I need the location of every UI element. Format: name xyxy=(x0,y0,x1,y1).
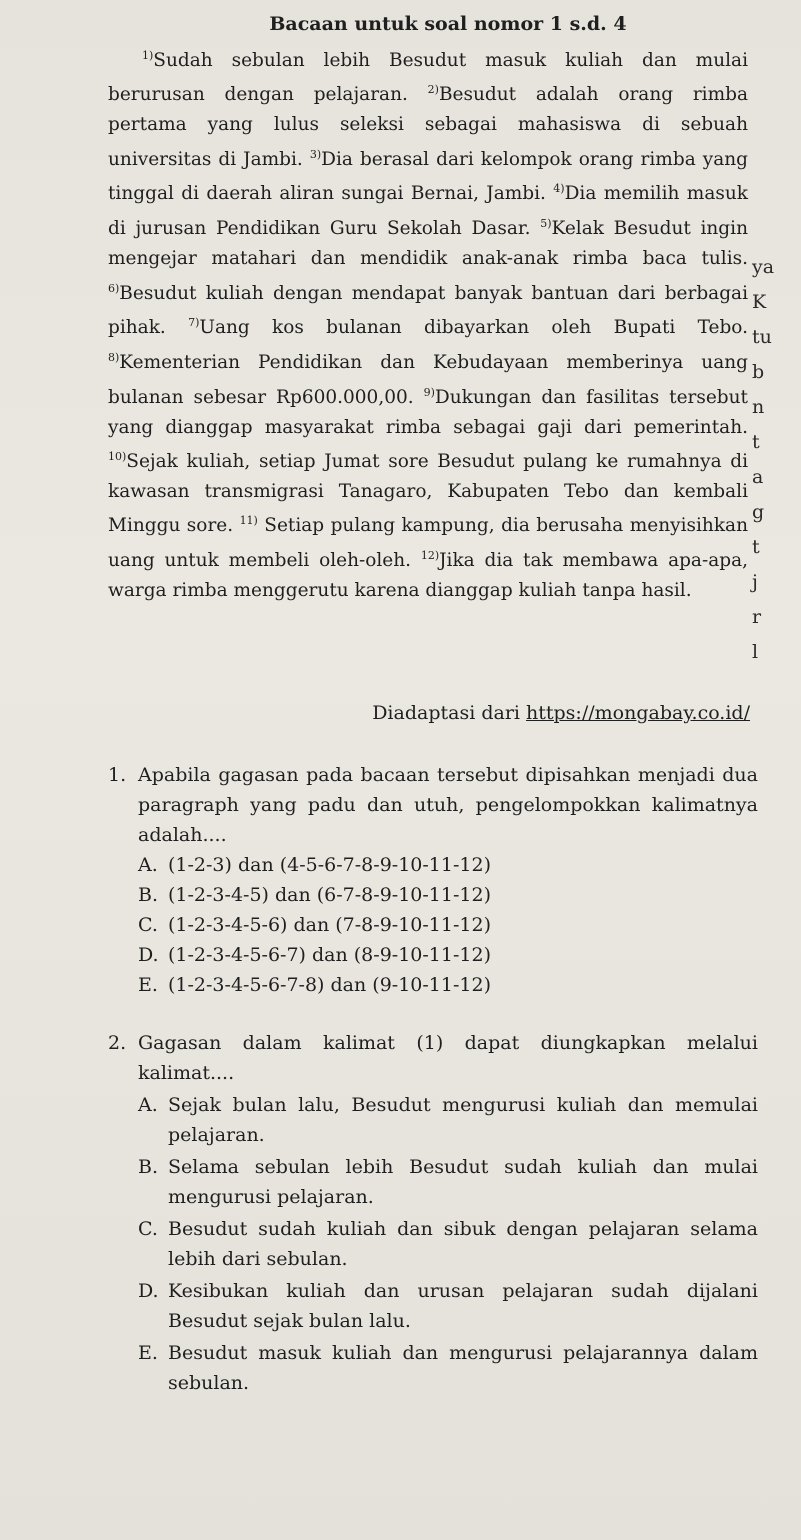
option-text: Sejak bulan lalu, Besudut mengurusi kuliah dan memulai pelajaran. xyxy=(168,1094,758,1146)
sentence-number: 6) xyxy=(108,281,120,295)
option-text: (1-2-3-4-5-6-7-8) dan (9-10-11-12) xyxy=(168,974,491,996)
sentence-number: 12) xyxy=(420,549,440,563)
option-letter: C. xyxy=(138,914,158,936)
question-text: Apabila gagasan pada bacaan tersebut dipisahkan menjadi dua paragraph yang padu dan utuh, pengelompokkan kalimatnya adalah.... xyxy=(138,764,758,846)
option-c[interactable] xyxy=(138,910,758,940)
adjacent-page-fragment xyxy=(752,250,801,670)
option-a[interactable] xyxy=(138,1090,758,1150)
source-prefix: Diadaptasi dari xyxy=(372,702,527,724)
option-letter: A. xyxy=(138,1094,158,1116)
option-text: (1-2-3-4-5-6) dan (7-8-9-10-11-12) xyxy=(168,914,491,936)
sentence-text: Kelak Besudut ingin mengejar matahari dan mendidik anak-anak rimba baca tulis. xyxy=(108,218,748,269)
option-e[interactable] xyxy=(138,970,758,1000)
option-letter: B. xyxy=(138,884,159,906)
margin-letter: a xyxy=(752,466,764,488)
margin-letter: b xyxy=(752,361,765,383)
option-d[interactable] xyxy=(138,1276,758,1336)
option-c[interactable] xyxy=(138,1214,758,1274)
option-letter: E. xyxy=(138,974,158,996)
question-number: 1. xyxy=(108,764,127,786)
sentence-number: 11) xyxy=(239,514,258,528)
option-letter: B. xyxy=(138,1156,159,1178)
option-text: (1-2-3-4-5) dan (6-7-8-9-10-11-12) xyxy=(168,884,491,906)
sentence-text: Jika dia tak membawa apa-apa, warga rimba menggerutu karena dianggap kuliah tanpa hasil. xyxy=(108,550,748,601)
option-letter: C. xyxy=(138,1218,158,1240)
option-text: Selama sebulan lebih Besudut sudah kuliah dan mulai mengurusi pelajaran. xyxy=(168,1156,758,1208)
option-text: (1-2-3) dan (4-5-6-7-8-9-10-11-12) xyxy=(168,854,491,876)
sentence-number: 8) xyxy=(108,351,120,365)
question-body xyxy=(138,760,758,1000)
sentence-text: Setiap pulang kampung, dia berusaha menyisihkan uang untuk membeli oleh-oleh. xyxy=(108,515,749,572)
sentence-text: Kementerian Pendidikan dan Kebudayaan memberinya uang bulanan sebesar Rp600.000,00. xyxy=(108,352,748,408)
sentence-number: 7) xyxy=(188,316,200,330)
sentence-number: 3) xyxy=(309,147,322,161)
sentence-text: Sejak kuliah, setiap Jumat sore Besudut pulang ke rumahnya di kawasan transmigrasi Tanagaro, Kabupaten Tebo dan kembali Minggu sore. xyxy=(108,451,748,537)
sentence-number: 10) xyxy=(108,450,127,464)
option-b[interactable] xyxy=(138,880,758,910)
passage-heading: Bacaan untuk soal nomor 1 s.d. 4 xyxy=(269,13,627,35)
margin-letter: K xyxy=(752,291,767,313)
option-text: Besudut sudah kuliah dan sibuk dengan pelajaran selama lebih dari sebulan. xyxy=(168,1218,758,1270)
source-link[interactable]: https://mongabay.co.id/ xyxy=(526,702,750,724)
option-letter: D. xyxy=(138,1280,159,1302)
margin-letter: tu xyxy=(752,326,772,348)
option-text: Kesibukan kuliah dan urusan pelajaran sudah dijalani Besudut sejak bulan lalu. xyxy=(168,1280,758,1332)
option-d[interactable] xyxy=(138,940,758,970)
margin-letter: t xyxy=(752,431,760,453)
sentence-number: 4) xyxy=(553,182,565,196)
sentence-text: Dia memilih masuk di jurusan Pendidikan Guru Sekolah Dasar. xyxy=(108,183,748,240)
option-text: Besudut masuk kuliah dan mengurusi pelajarannya dalam sebulan. xyxy=(168,1342,758,1394)
sentence-text: Sudah sebulan lebih Besudut masuk kuliah dan mulai berurusan dengan pelajaran. xyxy=(108,49,748,106)
option-letter: E. xyxy=(138,1342,158,1364)
passage-source xyxy=(230,702,750,724)
sentence-text: Dukungan dan fasilitas tersebut yang dianggap masyarakat rimba sebagai gaji dari pemerintah. xyxy=(108,386,748,438)
margin-letter: r xyxy=(752,606,762,628)
sentence-text: Dia berasal dari kelompok orang rimba yang tinggal di daerah aliran sungai Bernai, Jambi. xyxy=(108,148,748,205)
passage-paragraph xyxy=(108,41,748,606)
sentence-number: 1) xyxy=(142,48,154,62)
margin-letter: g xyxy=(752,501,765,523)
question-1 xyxy=(108,760,758,1000)
margin-letter: t xyxy=(752,536,760,558)
sentence-text: Uang kos bulanan dibayarkan oleh Bupati Tebo. xyxy=(199,317,748,339)
option-b[interactable] xyxy=(138,1152,758,1212)
sentence-text: Besudut adalah orang rimba pertama yang lulus seleksi sebagai mahasiswa di sebuah universitas di Jambi. xyxy=(108,84,748,170)
option-letter: D. xyxy=(138,944,159,966)
margin-letter: j xyxy=(752,571,758,593)
question-list xyxy=(108,760,758,1404)
option-e[interactable] xyxy=(138,1338,758,1398)
option-text: (1-2-3-4-5-6-7) dan (8-9-10-11-12) xyxy=(168,944,491,966)
margin-letter: l xyxy=(752,641,759,663)
sentence-number: 9) xyxy=(423,385,435,399)
sentence-number: 5) xyxy=(540,217,552,231)
margin-letter: n xyxy=(752,396,765,418)
reading-passage xyxy=(108,10,748,606)
sentence-text: Besudut kuliah dengan mendapat banyak bantuan dari berbagai pihak. xyxy=(108,282,748,339)
question-2 xyxy=(108,1028,758,1398)
question-text: Gagasan dalam kalimat (1) dapat diungkapkan melalui kalimat.... xyxy=(138,1032,758,1084)
question-body xyxy=(138,1028,758,1398)
margin-letter: ya xyxy=(752,256,775,278)
option-a[interactable] xyxy=(138,850,758,880)
option-letter: A. xyxy=(138,854,158,876)
sentence-number: 2) xyxy=(427,83,439,97)
question-number: 2. xyxy=(108,1032,127,1054)
